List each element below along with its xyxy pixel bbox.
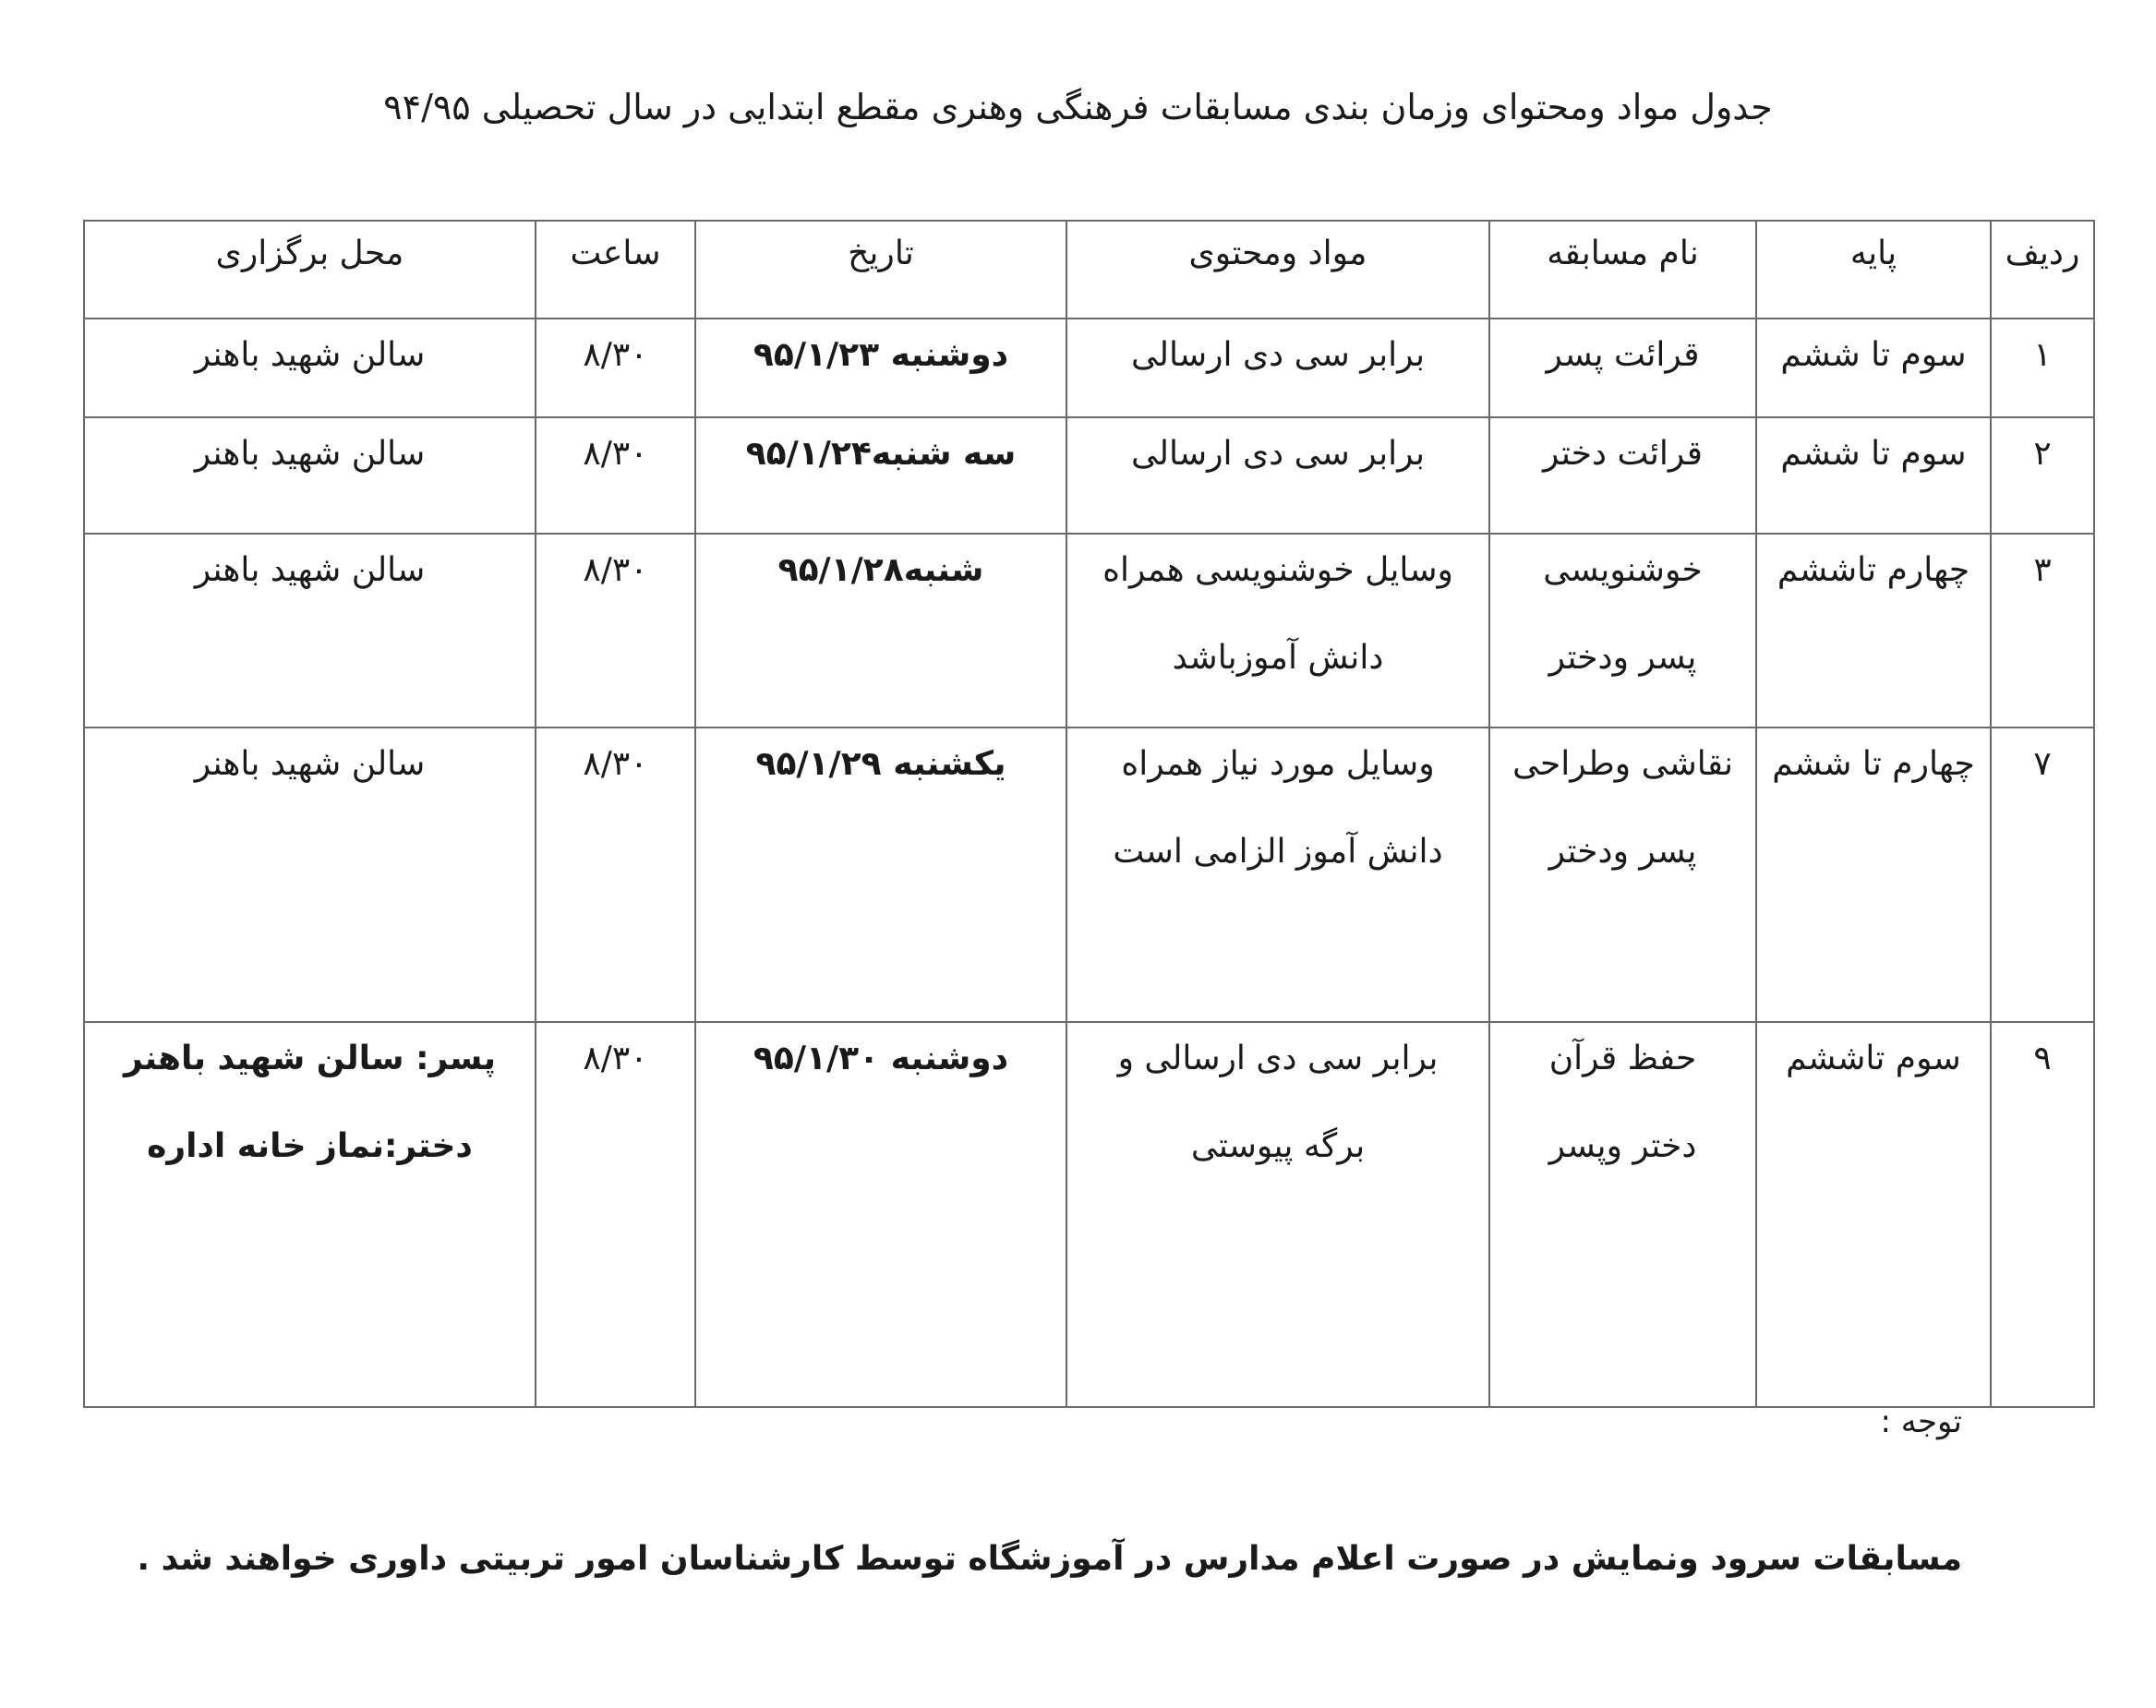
table-row <box>84 417 2094 534</box>
date-cell: شنبه۹۵/۱/۲۸ <box>695 534 1066 728</box>
content-cell: برابر سی دی ارسالی <box>1066 319 1489 417</box>
footer-note: مسابقات سرود ونمایش در صورت اعلام مدارس در آموزشگاه توسط کارشناسان امور تربیتی داوری خواهند شد . <box>137 1540 1962 1578</box>
place-cell: پسر: سالن شهید باهنر دختر:نماز خانه اداره <box>84 1022 536 1407</box>
contest-name-cell: خوشنویسی پسر ودختر <box>1489 534 1756 728</box>
place-cell: سالن شهید باهنر <box>84 534 536 728</box>
content-cell: برابر سی دی ارسالی <box>1066 417 1489 534</box>
date-cell: دوشنبه ۹۵/۱/۲۳ <box>695 319 1066 417</box>
note-label: توجه : <box>1880 1403 1962 1440</box>
grade-cell: چهارم تاششم <box>1756 534 1991 728</box>
grade-cell: سوم تاششم <box>1756 1022 1991 1407</box>
header-cell: پایه <box>1756 221 1991 319</box>
row-number: ۹ <box>1991 1022 2094 1407</box>
row-number: ۲ <box>1991 417 2094 534</box>
date-cell: یکشنبه ۹۵/۱/۲۹ <box>695 728 1066 1022</box>
table-header-row <box>84 221 2094 319</box>
header-cell: ساعت <box>536 221 695 319</box>
grade-cell: سوم تا ششم <box>1756 319 1991 417</box>
date-cell: دوشنبه ۹۵/۱/۳۰ <box>695 1022 1066 1407</box>
place-cell: سالن شهید باهنر <box>84 417 536 534</box>
page-title: جدول مواد ومحتوای وزمان بندی مسابقات فرهنگی وهنری مقطع ابتدایی در سال تحصیلی ۹۴/۹۵ <box>383 87 1773 127</box>
contest-name-cell: قرائت پسر <box>1489 319 1756 417</box>
date-cell: سه شنبه۹۵/۱/۲۴ <box>695 417 1066 534</box>
time-cell: ۸/۳۰ <box>536 534 695 728</box>
grade-cell: چهارم تا ششم <box>1756 728 1991 1022</box>
contest-name-cell: نقاشی وطراحی پسر ودختر <box>1489 728 1756 1022</box>
contest-name-cell: قرائت دختر <box>1489 417 1756 534</box>
table-row <box>84 1022 2094 1407</box>
schedule-table <box>83 220 2095 1408</box>
contest-name-cell: حفظ قرآن دختر وپسر <box>1489 1022 1756 1407</box>
row-number: ۳ <box>1991 534 2094 728</box>
header-cell: محل برگزاری <box>84 221 536 319</box>
table-row <box>84 534 2094 728</box>
header-cell: تاریخ <box>695 221 1066 319</box>
header-cell: نام مسابقه <box>1489 221 1756 319</box>
content-cell: وسایل خوشنویسی همراه دانش آموزباشد <box>1066 534 1489 728</box>
content-cell: برابر سی دی ارسالی و برگه پیوستی <box>1066 1022 1489 1407</box>
time-cell: ۸/۳۰ <box>536 1022 695 1407</box>
table-row <box>84 319 2094 417</box>
table-row <box>84 728 2094 1022</box>
time-cell: ۸/۳۰ <box>536 728 695 1022</box>
row-number: ۱ <box>1991 319 2094 417</box>
content-cell: وسایل مورد نیاز همراه دانش آموز الزامی است <box>1066 728 1489 1022</box>
time-cell: ۸/۳۰ <box>536 319 695 417</box>
place-cell: سالن شهید باهنر <box>84 728 536 1022</box>
place-cell: سالن شهید باهنر <box>84 319 536 417</box>
time-cell: ۸/۳۰ <box>536 417 695 534</box>
header-cell: ردیف <box>1991 221 2094 319</box>
grade-cell: سوم تا ششم <box>1756 417 1991 534</box>
header-cell: مواد ومحتوی <box>1066 221 1489 319</box>
row-number: ۷ <box>1991 728 2094 1022</box>
